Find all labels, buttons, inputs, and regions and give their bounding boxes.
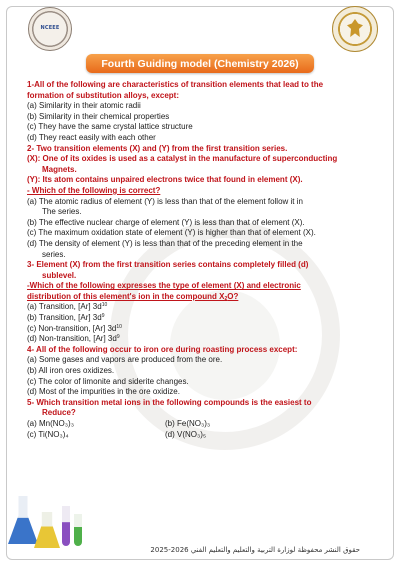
q2-element-x: (X): One of its oxides is used as a catalyst in the manufacture of superconducting (27, 154, 338, 164)
q5-option-b: (b) Fe(NO₃)₃ (165, 419, 211, 428)
q3-option-c-text: (c) Non-transition, [Ar] 3d (27, 323, 117, 333)
q4-option-d: (d) Most of the impurities in the ore oxidize. (27, 387, 180, 397)
q3-ask-subscript: 2 (224, 295, 228, 302)
q2-element-y: (Y): Its atom contains unpaired electrons twice that found in element (X). (27, 175, 303, 185)
q5-option-d: (d) V(NO₃)₅ (165, 429, 207, 439)
q3-option-b-sup: 9 (101, 313, 105, 320)
q4-option-a: (a) Some gases and vapors are produced from the ore. (27, 355, 223, 365)
q2-option-c: (c) The maximum oxidation state of element (Y) is higher than that of element (X). (27, 228, 316, 238)
q3-option-d (27, 334, 375, 345)
q1-option-a: (a) Similarity in their atomic radii (27, 101, 141, 111)
eagle-emblem-icon (347, 19, 363, 37)
q3-option-d-text: (d) Non-transition, [Ar] 3d (27, 334, 117, 344)
questions-body (27, 80, 375, 440)
q3-option-b (27, 313, 375, 324)
q5-stem-cont: Reduce? (42, 408, 76, 418)
q3-ask-text: distribution of this element's ion in the compound X (27, 291, 225, 301)
q5-options-row-1 (27, 419, 375, 430)
q1-stem: 1-All of the following are characteristics of transition elements that lead to the (27, 80, 324, 89)
q2-option-a-cont: The series. (42, 207, 82, 217)
q2-stem: 2- Two transition elements (X) and (Y) from the first transition series. (27, 143, 288, 153)
q2-element-x-cont: Magnets. (42, 164, 77, 174)
q3-option-a-sup: 10 (101, 302, 108, 309)
q4-stem: 4- All of the following occur to iron ore during roasting process except: (27, 344, 298, 354)
q2-option-d: (d) The density of element (Y) is less than that of the preceding element in the (27, 238, 303, 248)
q5-options-row-2 (27, 430, 375, 441)
q3-ask: -Which of the following expresses the type of element (X) and electronic (27, 281, 301, 291)
copyright-footer: حقوق النشر محفوظة لوزارة التربية والتعليم والتعليم الفني 2026-2025 (150, 546, 360, 554)
q3-stem: 3- Element (X) from the first transition series contains completely filled (d) (27, 260, 309, 270)
q3-option-d-sup: 9 (116, 334, 120, 341)
q1-stem-cont: formation of substitution alloys, except: (27, 90, 180, 100)
q5-stem: 5- Which transition metal ions in the following compounds is the easiest to (27, 397, 312, 407)
q5-option-a: (a) Mn(NO₃)₃ (27, 419, 74, 428)
page-title: Fourth Guiding model (Chemistry 2026) (101, 57, 299, 70)
nceee-logo (28, 7, 72, 51)
q1-option-b: (b) Similarity in their chemical properties (27, 111, 170, 121)
q2-option-d-cont: series. (42, 249, 66, 259)
q3-option-c (27, 324, 375, 335)
q4-option-b: (b) All iron ores oxidizes. (27, 366, 115, 376)
q2-option-b: (b) The effective nuclear charge of element (Y) is less than that of element (X). (27, 217, 305, 227)
q1-option-c: (c) They have the same crystal lattice structure (27, 122, 193, 132)
q4-option-c: (c) The color of limonite and siderite changes. (27, 376, 189, 386)
logo-text: NCEEE (40, 25, 60, 31)
green-test-tube-image (74, 514, 82, 546)
q2-ask: - Which of the following is correct? (27, 185, 161, 195)
purple-test-tube-image (62, 506, 70, 546)
q1-option-d: (d) They react easily with each other (27, 132, 156, 142)
ministry-seal-logo (332, 6, 378, 52)
q3-stem-cont: sublevel. (42, 270, 77, 280)
q3-option-a-text: (a) Transition, [Ar] 3d (27, 302, 102, 312)
page-title-banner (86, 54, 314, 73)
q3-ask-cont (27, 292, 375, 303)
q3-ask-end: O? (227, 291, 239, 301)
q3-option-b-text: (b) Transition, [Ar] 3d (27, 313, 102, 323)
q3-option-a (27, 302, 375, 313)
q3-option-c-sup: 10 (116, 323, 122, 330)
q2-option-a: (a) The atomic radius of element (Y) is less than that of the element follow it in (27, 196, 303, 206)
q5-option-c: (c) Ti(NO₃)₄ (27, 429, 69, 439)
